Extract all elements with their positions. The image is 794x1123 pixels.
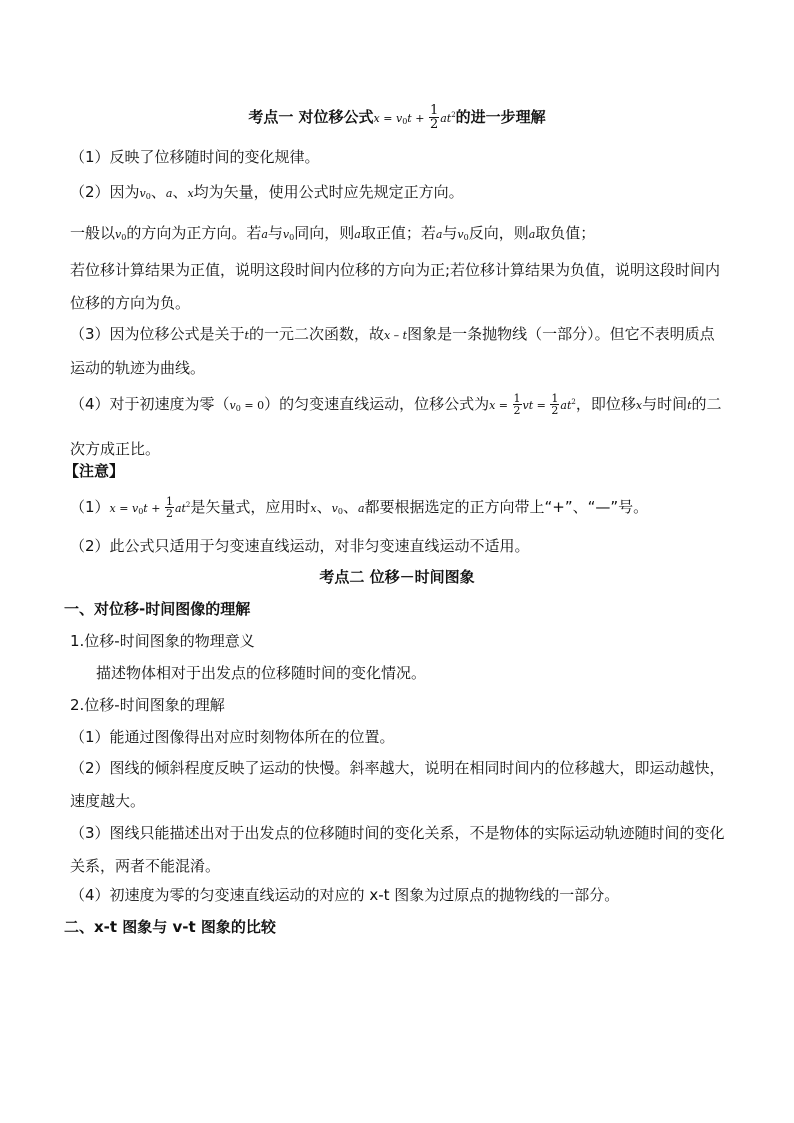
subsection-heading-2: 二、x-t 图象与 v-t 图象的比较 bbox=[64, 918, 276, 936]
section-title-1 bbox=[0, 102, 794, 135]
point-4: （4）对于初速度为零$(v_0 = 0)$的匀变速直线运动，位移公式为x = $\frac{1}{2}$ vt = $\frac{1}{2}$ $at^2$，即位移x与时间t的二次方成正比。 bbox=[70, 392, 722, 458]
note-2: （2）此公式只适用于匀变速直线运动，对非匀变速直线运动不适用。 bbox=[70, 537, 530, 555]
section-title-2: 考点二 位移－时间图象 bbox=[319, 568, 475, 586]
note-heading: 【注意】 bbox=[64, 462, 125, 480]
point-3: （3）因为位移公式是关于t的一元二次函数，故x – t图象是一条抛物线（一部分）。但它不表明质点运动的轨迹为曲线。 bbox=[70, 325, 715, 377]
point-2-result-sign: 若位移计算结果为正值，说明这段时间内位移的方向为正;若位移计算结果为负值，说明这段时间内位移的方向为负。 bbox=[70, 261, 721, 312]
title1-prefix: 考点一 对位移公式 bbox=[248, 108, 374, 126]
title1-suffix: 的进一步理解 bbox=[455, 108, 546, 126]
understanding-1: （1）能通过图像得出对应时刻物体所在的位置。 bbox=[70, 728, 395, 746]
displacement-formula: $x = v_0t$ + $\frac{1}{2}$ $at^2$ bbox=[373, 103, 456, 132]
point-2: （2）因为$v_0$、a、x均为矢量，使用公式时应先规定正方向。 bbox=[70, 183, 464, 201]
item-1-2-heading: 2.位移-时间图象的理解 bbox=[70, 696, 225, 714]
understanding-2: （2）图线的倾斜程度反映了运动的快慢。斜率越大，说明在相同时间内的位移越大，即运动越快，速度越大。 bbox=[70, 759, 725, 810]
item-1-1-heading: 1.位移-时间图象的物理意义 bbox=[70, 632, 255, 650]
point-1: （1）反映了位移随时间的变化规律。 bbox=[70, 148, 320, 166]
note-1: $(1)x = v_0t$ + $\frac{1}{2}$ $at^2$是矢量式，应用时x、$v_0$、a都要根据选定的正方向带上“+”、“—”号。 bbox=[70, 495, 649, 520]
item-1-1-text: 描述物体相对于出发点的位移随时间的变化情况。 bbox=[96, 664, 427, 682]
understanding-4: （4）初速度为零的匀变速直线运动的对应的 x-t 图象为过原点的抛物线的一部分。 bbox=[70, 886, 620, 904]
point-2-sign-convention: 一般以$v_0$的方向为正方向。若a与$v_0$同向，则a取正值；若a与$v_0$反向，则a取负值； bbox=[70, 224, 596, 242]
subsection-heading-1: 一、对位移-时间图像的理解 bbox=[64, 600, 251, 618]
understanding-3: （3）图线只能描述出对于出发点的位移随时间的变化关系，不是物体的实际运动轨迹随时间的变化关系，两者不能混淆。 bbox=[70, 824, 725, 875]
